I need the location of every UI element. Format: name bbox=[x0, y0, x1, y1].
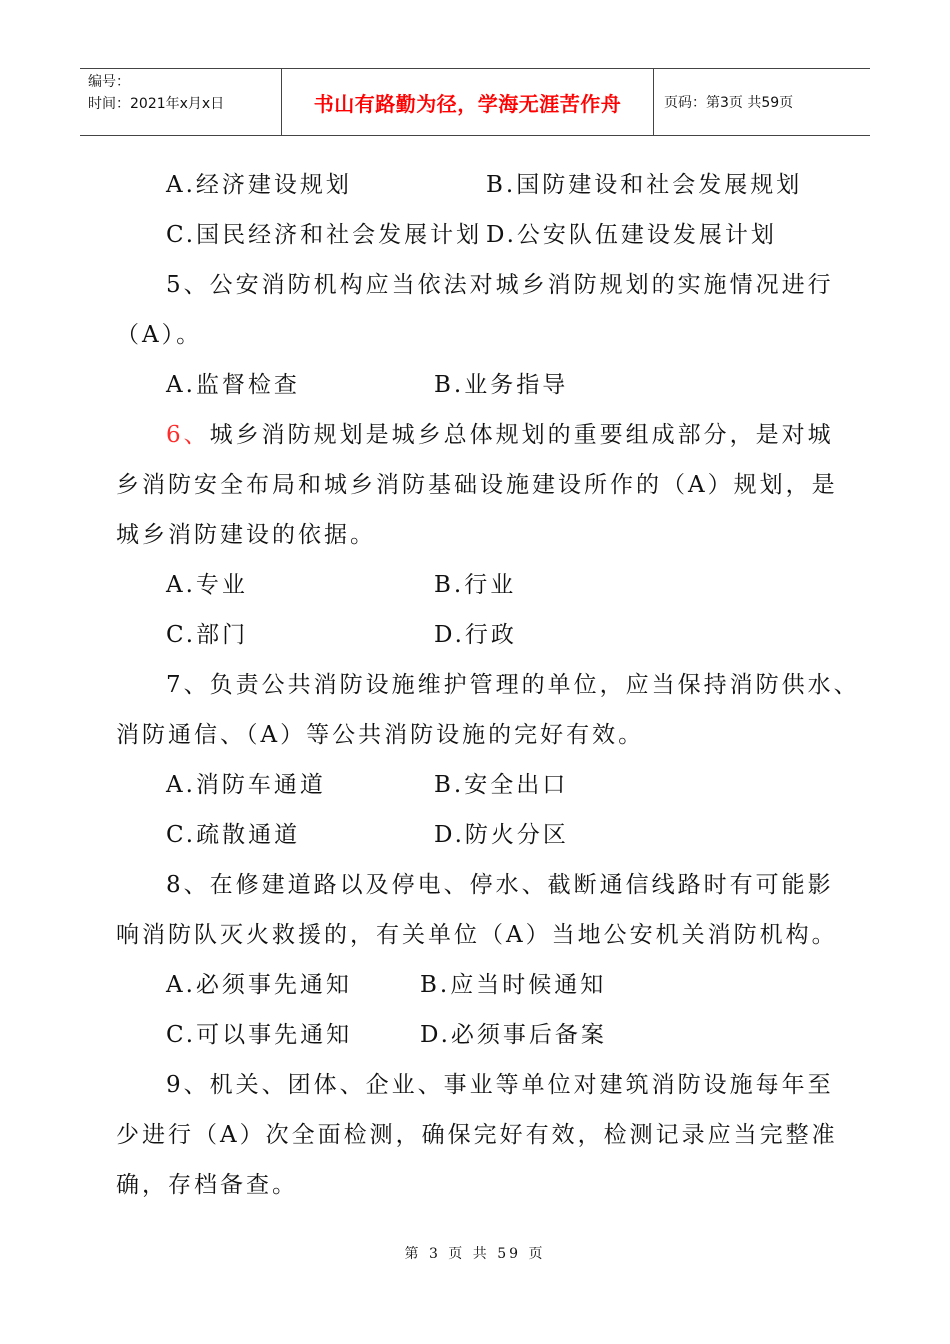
serial-label: 编号： bbox=[88, 74, 130, 90]
q8-option-d: D.必须事后备案 bbox=[420, 1022, 607, 1048]
q9-line-3: 确，存档备查。 bbox=[116, 1172, 298, 1198]
q5-option-a: A.监督检查 bbox=[166, 372, 300, 398]
page-footer: 第 3 页 共 59 页 bbox=[404, 1246, 546, 1262]
q6-options-row-1 bbox=[116, 560, 836, 610]
q8-option-c: C.可以事先通知 bbox=[166, 1022, 353, 1048]
q7-option-b: B.安全出口 bbox=[434, 772, 569, 798]
q6-option-b: B.行业 bbox=[434, 572, 517, 598]
q6-line-1 bbox=[116, 410, 836, 460]
q7-options-row-1 bbox=[116, 760, 836, 810]
q7-option-d: D.防火分区 bbox=[434, 822, 569, 848]
q9-line-2: 少进行（A）次全面检测，确保完好有效，检测记录应当完整准 bbox=[116, 1122, 838, 1148]
document-body bbox=[116, 160, 860, 1210]
q6-line-1-text: 城乡消防规划是城乡总体规划的重要组成部分，是对城 bbox=[209, 422, 834, 448]
q4-option-a: A.经济建设规划 bbox=[166, 172, 352, 198]
q8-line-2: 响消防队灭火救援的，有关单位（A）当地公安机关消防机构。 bbox=[116, 922, 838, 948]
q6-option-c: C.部门 bbox=[166, 622, 249, 648]
q4-option-b: B.国防建设和社会发展规划 bbox=[486, 172, 803, 198]
time-label: 时间：2021年x月x日 bbox=[88, 96, 225, 112]
q6-number: 6、 bbox=[166, 422, 210, 448]
q6-option-a: A.专业 bbox=[166, 572, 248, 598]
q9-line-1: 9、机关、团体、企业、事业等单位对建筑消防设施每年至 bbox=[166, 1072, 834, 1098]
q4-option-c: C.国民经济和社会发展计划 bbox=[166, 222, 483, 248]
header-motto: 书山有路勤为径，学海无涯苦作舟 bbox=[282, 69, 654, 135]
q7-line-2: 消防通信、（A）等公共消防设施的完好有效。 bbox=[116, 722, 645, 748]
q7-option-a: A.消防车通道 bbox=[166, 772, 326, 798]
q7-option-c: C.疏散通道 bbox=[166, 822, 301, 848]
q4-option-d: D.公安队伍建设发展计划 bbox=[486, 222, 777, 248]
q8-option-b: B.应当时候通知 bbox=[420, 972, 607, 998]
q4-options-row-1 bbox=[116, 160, 836, 210]
q8-option-a: A.必须事先通知 bbox=[166, 972, 352, 998]
q5-options-row bbox=[116, 360, 836, 410]
page-header bbox=[80, 68, 870, 136]
header-page-info: 页码：第3页 共59页 bbox=[664, 95, 794, 111]
header-meta bbox=[80, 69, 282, 135]
q7-options-row-2 bbox=[116, 810, 836, 860]
q6-option-d: D.行政 bbox=[434, 622, 517, 648]
q5-line-1: 5、公安消防机构应当依法对城乡消防规划的实施情况进行 bbox=[166, 272, 834, 298]
q8-options-row-1 bbox=[116, 960, 836, 1010]
q5-line-2: （A）。 bbox=[116, 322, 203, 348]
q7-line-1: 7、负责公共消防设施维护管理的单位，应当保持消防供水、 bbox=[166, 672, 860, 698]
q8-line-1: 8、在修建道路以及停电、停水、截断通信线路时有可能影 bbox=[166, 872, 834, 898]
q6-line-2: 乡消防安全布局和城乡消防基础设施建设所作的（A）规划，是 bbox=[116, 472, 838, 498]
q6-options-row-2 bbox=[116, 610, 836, 660]
q5-option-b: B.业务指导 bbox=[434, 372, 569, 398]
q4-options-row-2 bbox=[116, 210, 836, 260]
q8-options-row-2 bbox=[116, 1010, 836, 1060]
q6-line-3: 城乡消防建设的依据。 bbox=[116, 522, 376, 548]
